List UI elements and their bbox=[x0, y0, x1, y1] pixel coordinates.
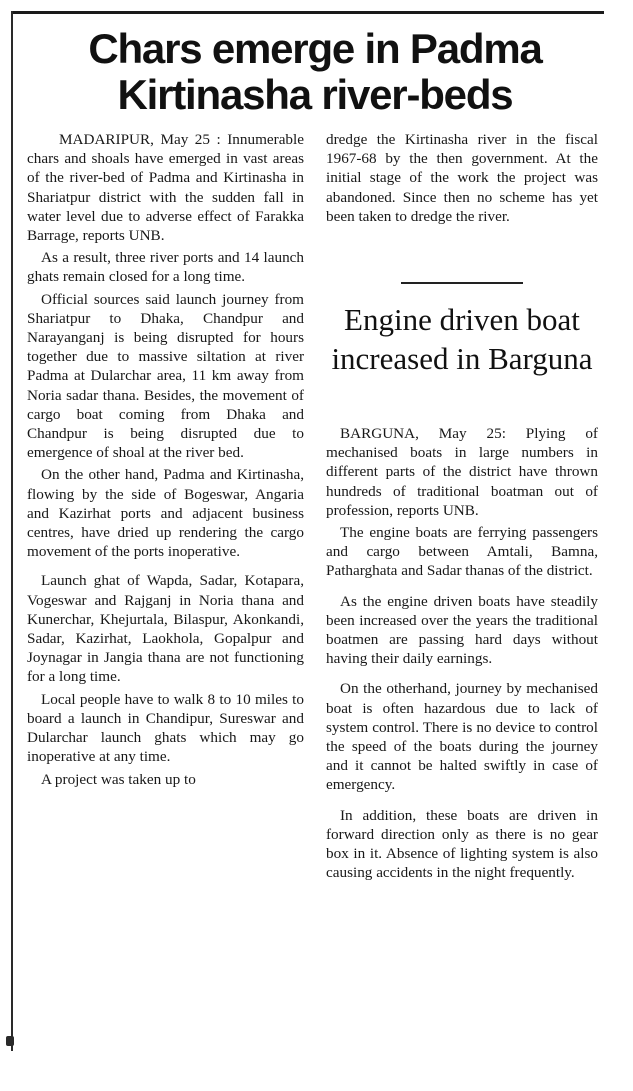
article-paragraph: BARGUNA, May 25: Plying of mechanised boats in large numbers in different parts of the district have thrown hundreds of traditional boatman out of profession, reports UNB. bbox=[326, 425, 598, 519]
article-paragraph: Local people have to walk 8 to 10 miles to board a launch in Chandipur, Sureswar and Dularchar launch ghats which may go inoperative at any time. bbox=[27, 690, 304, 766]
article-paragraph: As a result, three river ports and 14 launch ghats remain closed for a long time. bbox=[27, 249, 304, 286]
top-border-rule bbox=[12, 11, 604, 14]
article-continuation-paragraph: dredge the Kirtinasha river in the fiscal 1967-68 by the then government. At the initial stage of the work the project was abandoned. Since then no scheme has yet been taken to dredge the river. bbox=[326, 131, 598, 225]
article-paragraph: On the other hand, Padma and Kirtinasha, flowing by the side of Bogeswar, Angaria and Kazirhat ports and adjacent business centres, have dried up rendering the cargo movement of the ports inoperative. bbox=[27, 466, 304, 561]
article-divider-rule bbox=[401, 282, 523, 284]
article-paragraph: MADARIPUR, May 25 : Innumerable chars and shoals have emerged in vast areas of the river-bed of Padma and Kirtinasha in Shariatpur district with the sudden fall in water level due to adverse effect of Farakka Barrage, reports UNB. bbox=[27, 131, 304, 245]
article-paragraph: On the otherhand, journey by mechanised boat is often hazardous due to lack of system control. There is no device to control the speed of the boats during the journey and it cannot be halted swiftly in case of emergency. bbox=[326, 680, 598, 794]
article-paragraph: Official sources said launch journey from Shariatpur to Dhaka, Chandpur and Narayanganj is being disrupted for hours together due to massive siltation at river Padma at Dularchar area, 11 km away from Noria sadar thana. Besides, the movement of cargo boat coming from Dhaka and Chandpur is being disrupted due to emergence of shoal at the river bed. bbox=[27, 290, 304, 462]
article-paragraph: The engine boats are ferrying passengers and cargo between Amtali, Bamna, Patharghata and Sadar thanas of the district. bbox=[326, 524, 598, 580]
main-headline: Chars emerge in Padma Kirtinasha river-beds bbox=[88, 25, 542, 118]
second-article-column bbox=[326, 424, 598, 885]
article-paragraph: A project was taken up to bbox=[41, 770, 196, 788]
article-paragraph: Launch ghat of Wapda, Sadar, Kotapara, Vogeswar and Rajganj in Noria thana and Kunerchar, Khejurtala, Bilaspur, Akonkandi, Sadar, Kazirhat, Laokhola, Gopalpur and Joynagar in Jangia thana are not functioning for a long time. bbox=[27, 572, 304, 686]
second-headline: Engine driven boat increased in Barguna bbox=[331, 302, 593, 376]
article-paragraph: As the engine driven boats have steadily been increased over the years the traditional boatmen are passing hard days without having their daily earnings. bbox=[326, 592, 598, 668]
main-article-continuation bbox=[326, 130, 598, 229]
left-border-rule bbox=[11, 11, 13, 1051]
main-article-column bbox=[27, 130, 304, 792]
article-paragraph: In addition, these boats are driven in forward direction only as there is no gear box in it. Absence of lighting system is also causing accidents in the night frequently. bbox=[326, 806, 598, 882]
left-border-mark bbox=[6, 1036, 14, 1046]
